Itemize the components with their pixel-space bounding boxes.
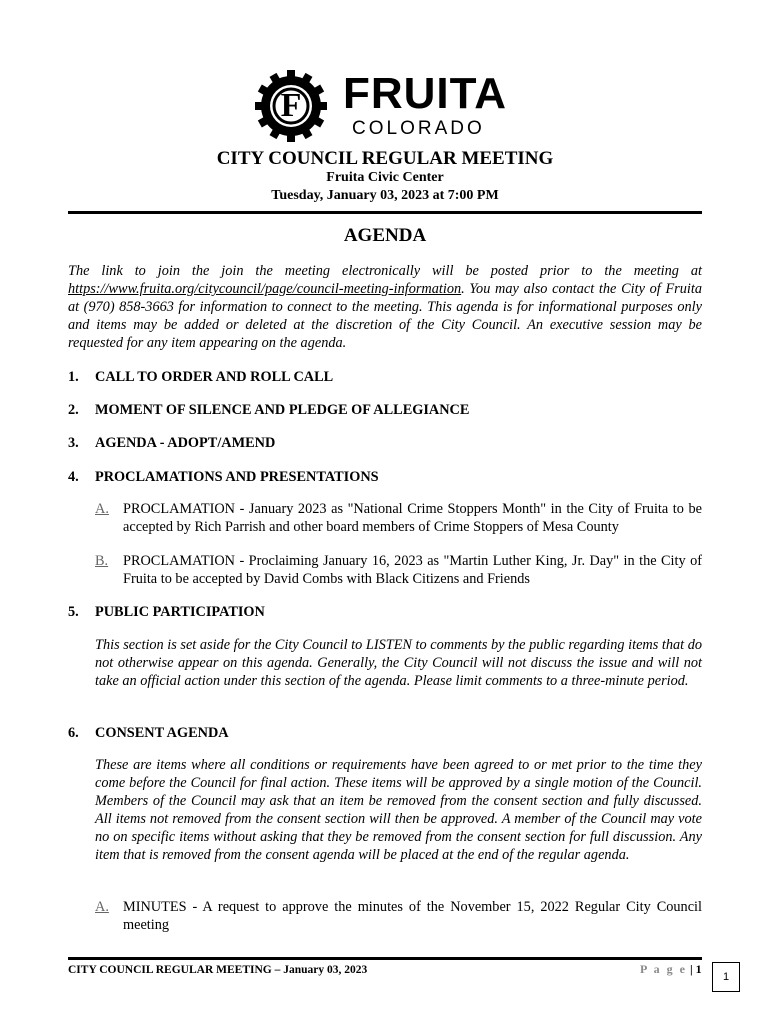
item-number: 3.: [68, 435, 79, 451]
header-divider: [68, 211, 702, 214]
item-number: 4.: [68, 469, 79, 485]
footer-page-number: [640, 962, 702, 977]
page-indicator-box: 1: [712, 962, 740, 992]
logo-subtitle: COLORADO: [352, 118, 485, 139]
intro-text-1: The link to join the join the meeting electronically will be posted prior to the meeting at: [68, 263, 702, 279]
fruita-logo: [255, 70, 515, 142]
sub-text: PROCLAMATION - January 2023 as "National Crime Stoppers Month" in the City of Fruita to be accepted by Rich Parrish and other board members of Crime Stoppers of Mesa County: [123, 501, 702, 535]
item-label: MOMENT OF SILENCE AND PLEDGE OF ALLEGIANCE: [95, 402, 470, 418]
page-word: P a g e: [640, 962, 687, 976]
footer-divider: [68, 957, 702, 960]
page-num: 1: [695, 962, 702, 976]
sub-letter[interactable]: B.: [95, 553, 109, 569]
sub-text: PROCLAMATION - Proclaiming January 16, 2023 as "Martin Luther King, Jr. Day" in the City of Fruita to be accepted by David Combs with Black Citizens and Friends: [123, 553, 702, 587]
item-label: AGENDA - ADOPT/AMEND: [95, 435, 276, 451]
meeting-datetime: Tuesday, January 03, 2023 at 7:00 PM: [271, 188, 499, 203]
sub-letter[interactable]: A.: [95, 501, 109, 517]
emblem-letter: F: [280, 87, 302, 124]
sub-letter[interactable]: A.: [95, 899, 109, 915]
meeting-title: CITY COUNCIL REGULAR MEETING: [216, 148, 554, 169]
agenda-heading: AGENDA: [343, 225, 427, 246]
sub-text: MINUTES - A request to approve the minutes of the November 15, 2022 Regular City Council meeting: [123, 899, 702, 933]
item-label: PROCLAMATIONS AND PRESENTATIONS: [95, 469, 379, 485]
item-6a: [95, 898, 702, 934]
item-number: 6.: [68, 725, 79, 741]
intro-paragraph: [68, 262, 702, 352]
item-label: PUBLIC PARTICIPATION: [95, 604, 265, 620]
item-4b: [95, 552, 702, 588]
meeting-location: Fruita Civic Center: [326, 170, 444, 185]
item-number: 2.: [68, 402, 79, 418]
intro-text-2: . You may also contact the City of Fruita at (970) 858-3663 for information to connect to the meeting. This agenda is for informational purposes only and items may be added or deleted at the discretion of the City Council. An executive session may be requested for any item appearing on the agenda.: [68, 281, 702, 351]
logo-wordmark: FRUITA: [343, 69, 508, 118]
meeting-info-link[interactable]: https://www.fruita.org/citycouncil/page/council-meeting-information: [68, 281, 462, 297]
item-number: 1.: [68, 369, 79, 385]
public-participation-text: This section is set aside for the City Council to LISTEN to comments by the public regarding items that do not otherwise appear on this agenda. Generally, the City Council will not discuss the issue and will not take an official action under this section of the agenda. Please limit comments to a three-minute period.: [95, 637, 702, 689]
item-4a: [95, 500, 702, 536]
footer-meeting-label: CITY COUNCIL REGULAR MEETING – January 03, 2023: [68, 964, 368, 976]
item-number: 5.: [68, 604, 79, 620]
consent-agenda-text: These are items where all conditions or requirements have been agreed to or met prior to the time they come before the Council for final action. These items will be approved by a single motion of the Council. Members of the Council may ask that an item be removed from the consent section and fully discussed. All items not removed from the consent section will then be approved. A member of the Council may vote no on specific items without asking that they be removed from the consent section for full discussion. Any item that is removed from the consent agenda will be placed at the end of the regular agenda.: [95, 757, 702, 863]
page-separator: |: [687, 962, 696, 976]
item-label: CONSENT AGENDA: [95, 725, 229, 741]
item-label: CALL TO ORDER AND ROLL CALL: [95, 369, 334, 385]
